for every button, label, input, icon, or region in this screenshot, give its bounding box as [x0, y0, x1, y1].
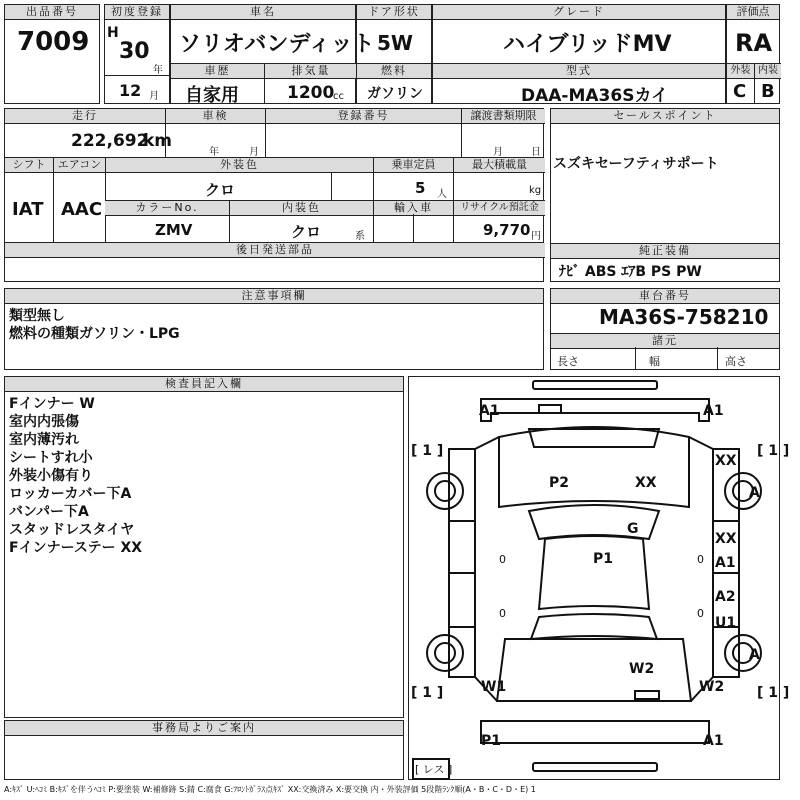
mark-rear-left: W1 [481, 679, 507, 695]
notes-label: 注意事項欄 [5, 289, 543, 304]
chassis-block [550, 288, 780, 370]
score-cell [726, 4, 780, 104]
fuel-label: 燃料 [357, 63, 431, 79]
inspector-line: 室内薄汚れ [9, 432, 79, 448]
vehicle-detail-block [4, 108, 544, 282]
mark-bumper-left: P1 [481, 733, 502, 749]
sales-point: スズキセーフティサポート [553, 156, 719, 172]
inspector-line: スタッドレスタイヤ [9, 522, 135, 538]
model: DAA-MA36Sカイ [521, 86, 668, 106]
score: RA [735, 29, 773, 57]
color-no-label: カラーNo. [105, 200, 229, 216]
dims-width: 幅 [649, 355, 660, 368]
mark-zero-left-2: 0 [499, 607, 506, 620]
inspection-label: 車検 [165, 109, 265, 124]
header-block [4, 4, 780, 104]
ac-label: エアコン [53, 158, 105, 173]
mark-fr-fender: XX [715, 453, 737, 469]
inspector-notes [9, 395, 142, 557]
mileage: 222,692 [71, 131, 149, 151]
int-label: 内装 [754, 63, 781, 79]
dims-height: 高さ [725, 355, 747, 368]
mark-front-door-r2: A1 [715, 555, 736, 571]
interior-color-label: 内装色 [229, 200, 373, 216]
listing-number-label: 出品番号 [5, 5, 99, 20]
history: 自家用 [185, 85, 239, 106]
equipment-label: 純正装備 [551, 243, 779, 259]
mark-zero-right: 0 [697, 553, 704, 566]
sales-point-label: セールスポイント [551, 109, 779, 124]
mark-bumper-right: A1 [703, 733, 724, 749]
car-name-label: 車名 [171, 5, 355, 20]
transfer-day-unit: 日 [531, 147, 541, 158]
first-registration-cell [104, 4, 170, 104]
fuel: ガソリン [367, 86, 423, 102]
max-load-unit: kg [529, 185, 542, 196]
sales-point-block [550, 108, 780, 282]
recycle: 9,770 [483, 221, 531, 239]
listing-number: 7009 [17, 27, 90, 57]
mark-front-right: A1 [703, 403, 724, 419]
inspector-line: シートすれ小 [9, 450, 93, 466]
reg-month: 12 [119, 81, 142, 100]
int-grade: B [761, 81, 775, 102]
mark-zero-right-2: 0 [697, 607, 704, 620]
month-unit: 月 [149, 91, 159, 102]
reg-no-label: 登録番号 [265, 109, 461, 124]
interior-color-suffix: 系 [355, 231, 365, 242]
mark-hood-right: XX [635, 475, 657, 491]
history-label: 車歴 [171, 63, 264, 79]
mark-roof: P1 [593, 551, 614, 567]
mark-tire-fl: [ 1 ] [411, 443, 444, 459]
score-label: 評価点 [727, 5, 779, 20]
grade-label: グレード [433, 5, 725, 20]
equipment: ﾅﾋﾞ ABS ｴｱB PS PW [559, 264, 702, 280]
mark-tire-rr: [ 1 ] [757, 685, 790, 701]
mark-spare: [ レス ] [415, 763, 453, 776]
interior-color: クロ [291, 223, 322, 241]
mark-zero-left: 0 [499, 553, 506, 566]
mark-rear-right: W2 [699, 679, 725, 695]
grade: ハイブリッドMV [503, 32, 672, 57]
door-type: 5W [377, 31, 413, 55]
mark-rr-wheel: A [749, 647, 760, 663]
inspector-line: Fインナーステー XX [9, 540, 143, 556]
mark-rear-door-r: A2 [715, 589, 736, 605]
grade-cell [432, 4, 726, 104]
dims-label: 諸元 [551, 333, 779, 349]
door-cell [356, 4, 432, 104]
capacity-label: 乗車定員 [373, 158, 453, 173]
listing-number-cell [4, 4, 100, 104]
exterior-color: クロ [205, 181, 236, 199]
ext-grade: C [733, 81, 747, 102]
mark-front-left: A1 [479, 403, 500, 419]
ext-label: 外装 [727, 63, 754, 79]
mark-rear-glass: W2 [629, 661, 655, 677]
inspector-line: バンパー下A [9, 504, 89, 520]
car-name-cell [170, 4, 375, 106]
mileage-unit: km [143, 131, 173, 151]
recycle-unit: 円 [531, 231, 541, 242]
displacement-label: 排気量 [264, 63, 357, 79]
car-diagram [408, 376, 790, 780]
recycle-label: リサイクル預託金 [453, 200, 545, 216]
note-line: 燃料の種類ガソリン・LPG [9, 326, 180, 342]
displacement-unit: cc [333, 91, 344, 102]
inspector-label: 検査員記入欄 [5, 377, 403, 392]
legend: A:ｷｽﾞ U:ﾍｺﾐ B:ｷｽﾞを伴うﾍｺﾐ P:要塗装 W:補修跡 S:錆 C:腐食 G:ﾌﾛﾝﾄｶﾞﾗｽ点ｷｽﾞ XX:交換済み X:要交換 内・外装評価 5段階ﾗﾝｸ順(A・B・C・D・E) 1 [4, 785, 536, 794]
first-registration-label: 初度登録 [105, 5, 169, 20]
max-load-label: 最大積載量 [453, 158, 545, 173]
mark-rear-door-r2: U1 [715, 615, 737, 631]
transfer-label: 譲渡書類期限 [461, 109, 545, 124]
inspection-month-unit: 月 [249, 147, 259, 158]
dims-length: 長さ [557, 355, 579, 368]
office-label: 事務局よりご案内 [5, 721, 403, 736]
displacement: 1200 [287, 83, 335, 103]
chassis-label: 車台番号 [551, 289, 779, 304]
chassis-number: MA36S-758210 [599, 305, 769, 329]
inspector-line: ロッカーカバー下A [9, 486, 132, 502]
note-line: 類型無し [9, 308, 65, 324]
shift: IAT [12, 199, 44, 220]
mark-windshield: G [627, 521, 639, 537]
car-name: ソリオバンディット [179, 32, 375, 57]
shift-label: シフト [5, 158, 53, 173]
door-label: ドア形状 [357, 5, 431, 20]
mark-tire-fr: [ 1 ] [757, 443, 790, 459]
year-unit: 年 [153, 65, 163, 76]
mileage-label: 走行 [5, 109, 165, 124]
inspector-line: 室内内張傷 [9, 414, 79, 430]
mark-hood-left: P2 [549, 475, 570, 491]
mark-tire-rl: [ 1 ] [411, 685, 444, 701]
mark-fr-wheel: A [749, 485, 760, 501]
capacity: 5 [415, 179, 426, 197]
model-label: 型式 [433, 63, 725, 79]
inspector-line: 外装小傷有り [9, 468, 93, 484]
later-parts-label: 後日発送部品 [5, 243, 545, 258]
car-outline [409, 377, 790, 779]
office-block [4, 720, 404, 780]
transfer-month-unit: 月 [493, 147, 503, 158]
notes-block [4, 288, 544, 370]
reg-year: 30 [119, 39, 150, 64]
ac: AAC [61, 199, 103, 220]
inspector-line: Fインナー W [9, 396, 95, 412]
era: H [107, 25, 119, 41]
inspector-block [4, 376, 404, 718]
mark-front-door-r: XX [715, 531, 737, 547]
notes-list [9, 307, 180, 343]
import-label: 輸入車 [373, 200, 453, 216]
exterior-color-label: 外装色 [105, 158, 373, 173]
capacity-unit: 人 [437, 189, 447, 200]
color-no: ZMV [155, 221, 193, 239]
inspection-year-unit: 年 [209, 147, 219, 158]
